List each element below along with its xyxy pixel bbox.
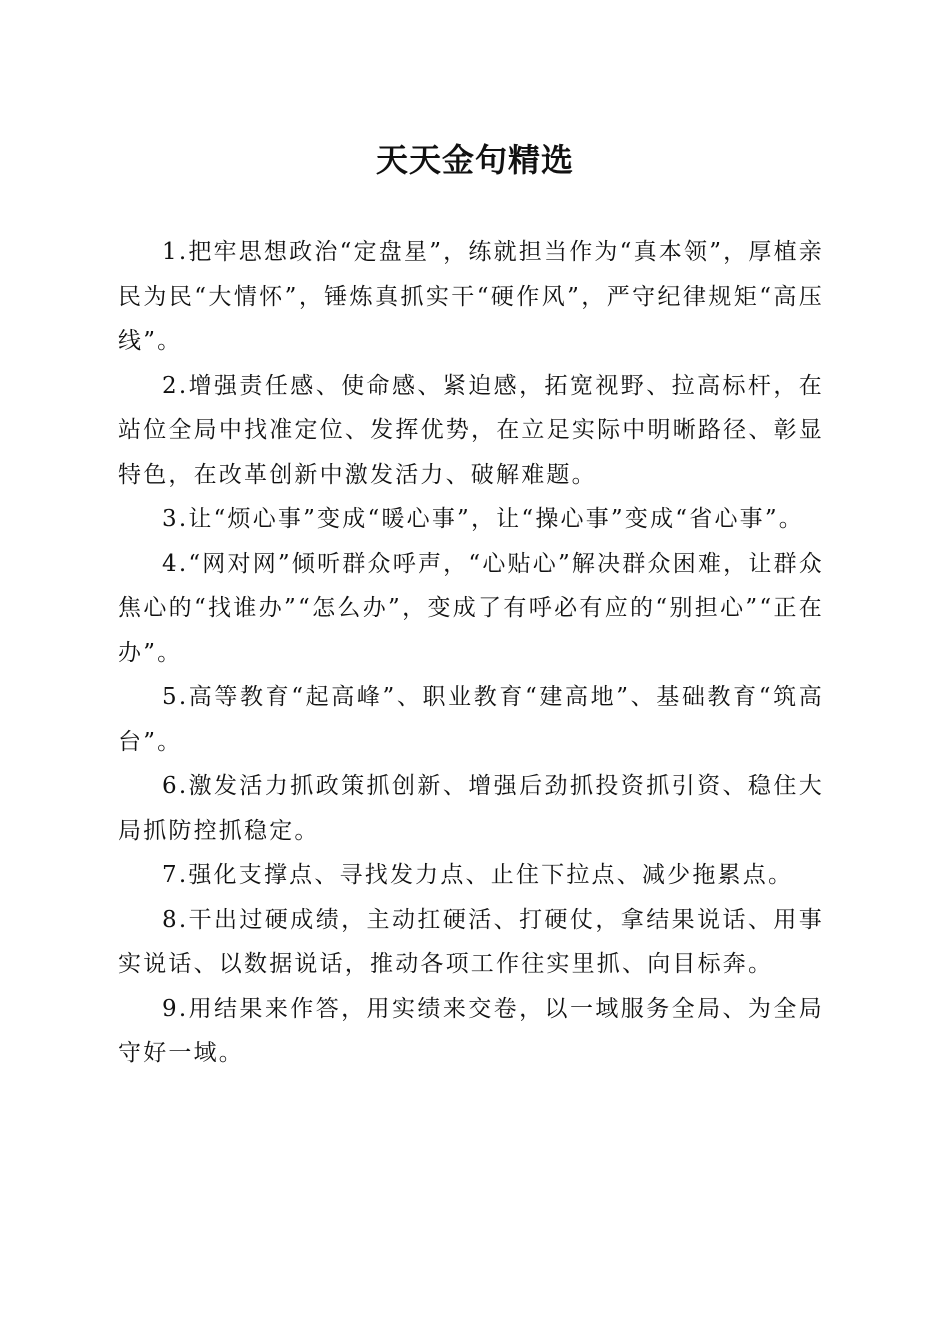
document-body (118, 230, 824, 1076)
paragraph-4: 4.“网对网”倾听群众呼声，“心贴心”解决群众困难，让群众焦心的“找谁办”“怎么办”，变成了有呼必有应的“别担心”“正在办”。 (118, 550, 824, 666)
document-title: 天天金句精选 (375, 141, 574, 179)
paragraph-1: 1.把牢思想政治“定盘星”，练就担当作为“真本领”，厚植亲民为民“大情怀”，锤炼真抓实干“硬作风”，严守纪律规矩“高压线”。 (118, 239, 824, 354)
paragraph-5: 5.高等教育“起高峰”、职业教育“建高地”、基础教育“筑高台”。 (118, 684, 824, 755)
paragraph-6: 6.激发活力抓政策抓创新、增强后劲抓投资抓引资、稳住大局抓防控抓稳定。 (118, 773, 824, 844)
paragraph-8: 8.干出过硬成绩，主动扛硬活、打硬仗，拿结果说话、用事实说话、以数据说话，推动各项工作往实里抓、向目标奔。 (118, 906, 824, 977)
paragraph-9: 9.用结果来作答，用实绩来交卷，以一域服务全局、为全局守好一域。 (118, 995, 824, 1066)
paragraph-7: 7.强化支撑点、寻找发力点、止住下拉点、减少拖累点。 (162, 862, 794, 888)
paragraph-3: 3.让“烦心事”变成“暖心事”，让“操心事”变成“省心事”。 (162, 506, 805, 532)
paragraph-2: 2.增强责任感、使命感、紧迫感，拓宽视野、拉高标杆，在站位全局中找准定位、发挥优势，在立足实际中明晰路径、彰显特色，在改革创新中激发活力、破解难题。 (118, 372, 824, 488)
